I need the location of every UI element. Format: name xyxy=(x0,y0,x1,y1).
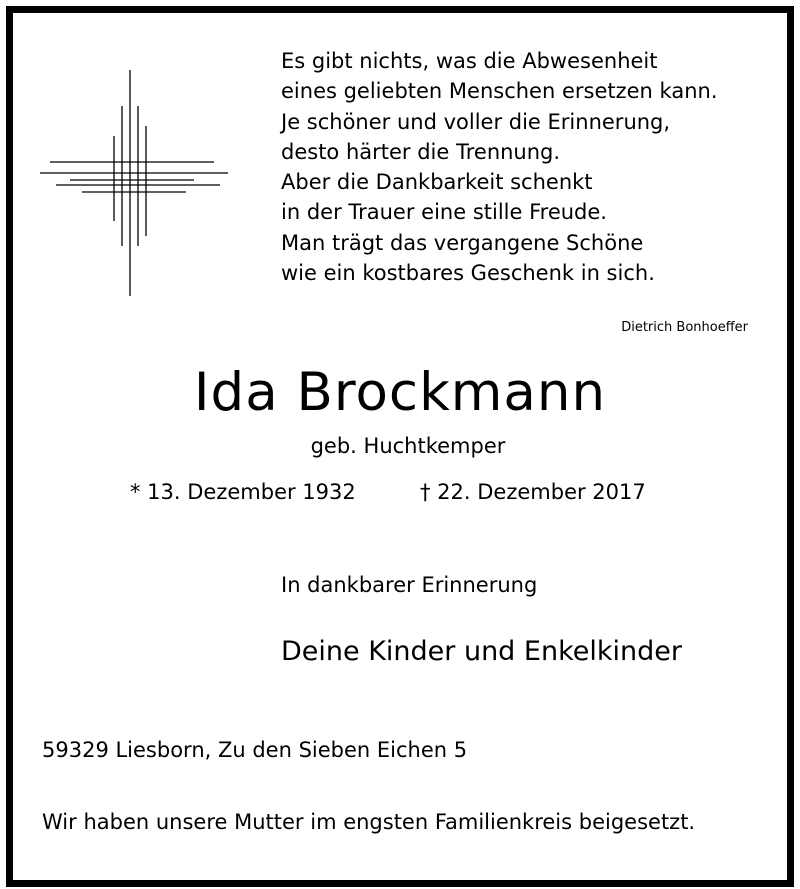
poem-line: eines geliebten Menschen ersetzen kann. xyxy=(281,79,718,104)
poem xyxy=(281,46,718,288)
death-date: † 22. Dezember 2017 xyxy=(420,480,646,504)
deceased-name: Ida Brockmann xyxy=(193,362,607,423)
poem-line: in der Trauer eine stille Freude. xyxy=(281,200,607,225)
maiden-name: geb. Huchtkemper xyxy=(310,434,506,458)
poem-author: Dietrich Bonhoeffer xyxy=(621,320,748,335)
poem-line: Aber die Dankbarkeit schenkt xyxy=(281,170,593,195)
poem-line: desto härter die Trennung. xyxy=(281,139,561,164)
burial-note: Wir haben unsere Mutter im engsten Familienkreis beigesetzt. xyxy=(42,810,696,834)
poem-line: wie ein kostbares Geschenk in sich. xyxy=(281,261,655,286)
poem-line: Es gibt nichts, was die Abwesenheit xyxy=(281,49,658,73)
address: 59329 Liesborn, Zu den Sieben Eichen 5 xyxy=(42,738,468,762)
poem-line: Man trägt das vergangene Schöne xyxy=(281,230,644,255)
poem-line: Je schöner und voller die Erinnerung, xyxy=(281,109,671,134)
memory-intro: In dankbarer Erinnerung xyxy=(281,573,538,597)
birth-date: * 13. Dezember 1932 xyxy=(130,480,356,504)
cross-icon xyxy=(36,66,236,301)
mourners-family: Deine Kinder und Enkelkinder xyxy=(281,636,682,667)
